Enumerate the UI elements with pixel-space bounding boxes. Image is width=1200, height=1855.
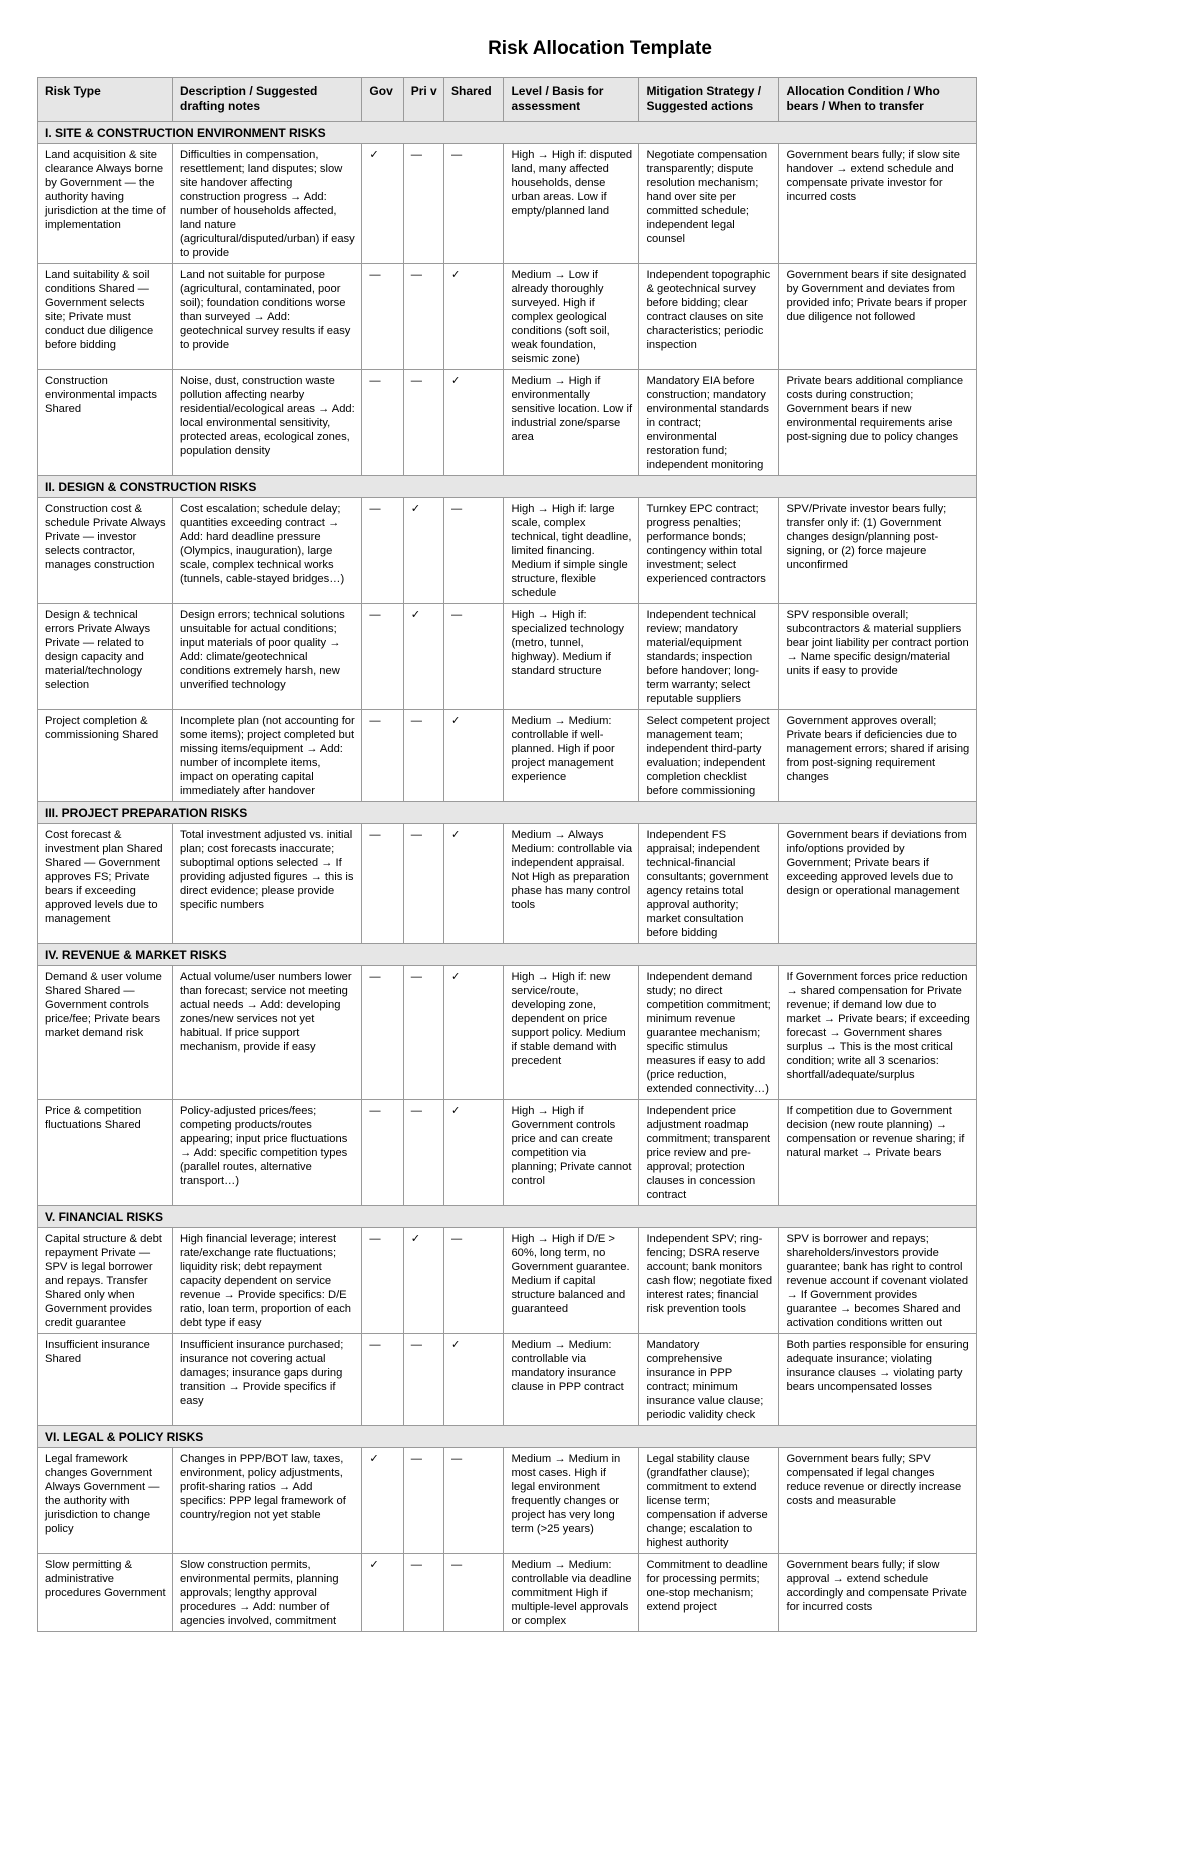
- allocation-cell: Both parties responsible for ensuring adequate insurance; violating insurance clauses → violating party bears uncompensated losses: [779, 1334, 977, 1426]
- mitigation-cell: Independent topographic & geotechnical survey before bidding; clear contract clauses on site characteristics; periodic inspection: [639, 264, 779, 370]
- description-cell: Cost escalation; schedule delay; quantities exceeding contract → Add: hard deadline pressure (Olympics, inauguration), large scale, complex technical works (tunnels, cable-stayed bridges…): [173, 498, 362, 604]
- gov-mark: —: [362, 824, 403, 944]
- risk-type-cell: Cost forecast & investment plan Shared Shared — Government approves FS; Private bears if exceeding approved levels due to management: [38, 824, 173, 944]
- allocation-cell: SPV is borrower and repays; shareholders/investors provide guarantee; bank has right to control revenue account if covenant violated → If Government provides guarantee → becomes Shared and activation conditions written out: [779, 1228, 977, 1334]
- priv-mark: —: [403, 1334, 443, 1426]
- risk-type-cell: Legal framework changes Government Always Government — the authority with jurisdiction to change policy: [38, 1448, 173, 1554]
- priv-mark: —: [403, 1100, 443, 1206]
- priv-mark: —: [403, 1448, 443, 1554]
- shared-mark: —: [444, 604, 504, 710]
- shared-mark: ✓: [444, 370, 504, 476]
- gov-mark: —: [362, 264, 403, 370]
- table-header-row: [38, 78, 977, 122]
- description-cell: Land not suitable for purpose (agricultural, contaminated, poor soil); foundation conditions worse than surveyed → Add: geotechnical survey results if easy to provide: [173, 264, 362, 370]
- section-header-row: [38, 476, 977, 498]
- mitigation-cell: Turnkey EPC contract; progress penalties; performance bonds; contingency within total investment; select experienced contractors: [639, 498, 779, 604]
- gov-mark: —: [362, 966, 403, 1100]
- risk-type-cell: Slow permitting & administrative procedures Government: [38, 1554, 173, 1632]
- priv-mark: ✓: [403, 604, 443, 710]
- level-cell: High → High if: new service/route, developing zone, dependent on price support policy. Medium if stable demand with precedent: [504, 966, 639, 1100]
- table-row: [38, 604, 977, 710]
- allocation-cell: If Government forces price reduction → shared compensation for Private revenue; if demand low due to market → Private bears; if exceeding forecast → Government shares surplus → This is the most critical condition; write all 3 scenarios: shortfall/adequate/surplus: [779, 966, 977, 1100]
- level-cell: Medium → Low if already thoroughly surveyed. High if complex geological conditions (soft soil, weak foundation, seismic zone): [504, 264, 639, 370]
- section-title: VI. LEGAL & POLICY RISKS: [38, 1426, 977, 1448]
- gov-mark: —: [362, 1228, 403, 1334]
- allocation-cell: Government bears fully; if slow site handover → extend schedule and compensate private investor for incurred costs: [779, 144, 977, 264]
- priv-mark: ✓: [403, 498, 443, 604]
- section-header-row: [38, 944, 977, 966]
- description-cell: Actual volume/user numbers lower than forecast; service not meeting actual needs → Add: developing zones/new services not yet habitual. If price support mechanism, provide if easy: [173, 966, 362, 1100]
- level-cell: High → High if Government controls price and can create competition via planning; Private cannot control: [504, 1100, 639, 1206]
- section-title: V. FINANCIAL RISKS: [38, 1206, 977, 1228]
- level-cell: High → High if D/E > 60%, long term, no Government guarantee. Medium if capital structure balanced and guaranteed: [504, 1228, 639, 1334]
- table-row: [38, 1228, 977, 1334]
- level-cell: Medium → Medium: controllable via mandatory insurance clause in PPP contract: [504, 1334, 639, 1426]
- description-cell: Difficulties in compensation, resettlement; land disputes; slow site handover affecting construction progress → Add: number of households affected, land nature (agricultural/disputed/urban) if easy to provide: [173, 144, 362, 264]
- section-title: I. SITE & CONSTRUCTION ENVIRONMENT RISKS: [38, 122, 977, 144]
- mitigation-cell: Independent price adjustment roadmap commitment; transparent price review and pre-approval; protection clauses in concession contract: [639, 1100, 779, 1206]
- risk-type-cell: Construction environmental impacts Shared: [38, 370, 173, 476]
- level-cell: Medium → Always Medium: controllable via independent appraisal. Not High as preparation phase has many control tools: [504, 824, 639, 944]
- description-cell: Insufficient insurance purchased; insurance not covering actual damages; insurance gaps during transition → Provide specifics if easy: [173, 1334, 362, 1426]
- level-cell: High → High if: specialized technology (metro, tunnel, highway). Medium if standard structure: [504, 604, 639, 710]
- gov-mark: —: [362, 370, 403, 476]
- section-header-row: [38, 1206, 977, 1228]
- table-row: [38, 1448, 977, 1554]
- priv-mark: —: [403, 370, 443, 476]
- allocation-cell: Private bears additional compliance costs during construction; Government bears if new environmental requirements arise post-signing due to policy changes: [779, 370, 977, 476]
- priv-mark: —: [403, 710, 443, 802]
- allocation-cell: Government bears fully; SPV compensated if legal changes reduce revenue or directly increase costs and measurable: [779, 1448, 977, 1554]
- table-row: [38, 498, 977, 604]
- description-cell: Noise, dust, construction waste pollution affecting nearby residential/ecological areas → Add: local environmental sensitivity, protected areas, ecological zones, population density: [173, 370, 362, 476]
- header-mitigation: Mitigation Strategy / Suggested actions: [639, 78, 779, 122]
- table-row: [38, 1334, 977, 1426]
- risk-type-cell: Design & technical errors Private Always Private — related to design capacity and material/technology selection: [38, 604, 173, 710]
- shared-mark: ✓: [444, 1334, 504, 1426]
- shared-mark: ✓: [444, 710, 504, 802]
- page-title: Risk Allocation Template: [488, 38, 712, 59]
- allocation-cell: SPV/Private investor bears fully; transfer only if: (1) Government changes design/planning post-signing, or (2) force majeure unconfirmed: [779, 498, 977, 604]
- description-cell: Slow construction permits, environmental permits, planning approvals; lengthy approval procedures → Add: number of agencies involved, commitment: [173, 1554, 362, 1632]
- risk-type-cell: Land suitability & soil conditions Shared — Government selects site; Private must conduct due diligence before bidding: [38, 264, 173, 370]
- header-priv: Pri v: [403, 78, 443, 122]
- description-cell: High financial leverage; interest rate/exchange rate fluctuations; liquidity risk; debt repayment capacity dependent on service revenue → Provide specifics: D/E ratio, loan term, proportion of each debt type if easy: [173, 1228, 362, 1334]
- risk-allocation-table: [37, 77, 977, 1632]
- risk-type-cell: Demand & user volume Shared Shared — Government controls price/fee; Private bears market demand risk: [38, 966, 173, 1100]
- section-header-row: [38, 122, 977, 144]
- allocation-cell: Government bears fully; if slow approval → extend schedule accordingly and compensate Private for incurred costs: [779, 1554, 977, 1632]
- mitigation-cell: Commitment to deadline for processing permits; one-stop mechanism; extend project: [639, 1554, 779, 1632]
- level-cell: Medium → Medium in most cases. High if legal environment frequently changes or project has very long term (>25 years): [504, 1448, 639, 1554]
- table-body: [38, 122, 977, 1632]
- mitigation-cell: Independent SPV; ring-fencing; DSRA reserve account; bank monitors cash flow; negotiate fixed interest rates; financial risk prevention tools: [639, 1228, 779, 1334]
- shared-mark: —: [444, 498, 504, 604]
- section-title: IV. REVENUE & MARKET RISKS: [38, 944, 977, 966]
- header-description: Description / Suggested drafting notes: [173, 78, 362, 122]
- table-row: [38, 264, 977, 370]
- header-risk-type: Risk Type: [38, 78, 173, 122]
- gov-mark: ✓: [362, 1554, 403, 1632]
- mitigation-cell: Legal stability clause (grandfather clause); commitment to extend license term; compensation if adverse change; escalation to highest authority: [639, 1448, 779, 1554]
- description-cell: Changes in PPP/BOT law, taxes, environment, policy adjustments, profit-sharing ratios → Add specifics: PPP legal framework of country/region not yet stable: [173, 1448, 362, 1554]
- header-shared: Shared: [444, 78, 504, 122]
- mitigation-cell: Independent FS appraisal; independent technical-financial consultants; government agency retains total approval authority; market consultation before bidding: [639, 824, 779, 944]
- risk-type-cell: Price & competition fluctuations Shared: [38, 1100, 173, 1206]
- table-row: [38, 1554, 977, 1632]
- shared-mark: ✓: [444, 1100, 504, 1206]
- risk-type-cell: Project completion & commissioning Shared: [38, 710, 173, 802]
- mitigation-cell: Independent demand study; no direct competition commitment; minimum revenue guarantee mechanism; specific stimulus measures if easy to add (price reduction, extended connectivity…): [639, 966, 779, 1100]
- priv-mark: —: [403, 144, 443, 264]
- table-row: [38, 824, 977, 944]
- table-row: [38, 710, 977, 802]
- header-gov: Gov: [362, 78, 403, 122]
- shared-mark: —: [444, 1228, 504, 1334]
- level-cell: High → High if: large scale, complex technical, tight deadline, limited financing. Medium if simple single structure, flexible schedule: [504, 498, 639, 604]
- section-header-row: [38, 802, 977, 824]
- level-cell: Medium → Medium: controllable if well-planned. High if poor project management experience: [504, 710, 639, 802]
- allocation-cell: SPV responsible overall; subcontractors & material suppliers bear joint liability per contract portion → Name specific design/material units if easy to provide: [779, 604, 977, 710]
- description-cell: Incomplete plan (not accounting for some items); project completed but missing items/equipment → Add: number of incomplete items, impact on operating capital immediately after handover: [173, 710, 362, 802]
- level-cell: High → High if: disputed land, many affected households, dense urban areas. Low if empty/planned land: [504, 144, 639, 264]
- mitigation-cell: Mandatory comprehensive insurance in PPP contract; minimum insurance value clause; periodic validity check: [639, 1334, 779, 1426]
- allocation-cell: Government bears if site designated by Government and deviates from provided info; Private bears if proper due diligence not followed: [779, 264, 977, 370]
- allocation-cell: Government bears if deviations from info/options provided by Government; Private bears if exceeding approved levels due to design or operational management: [779, 824, 977, 944]
- allocation-cell: Government approves overall; Private bears if deficiencies due to management errors; shared if arising from post-signing requirement changes: [779, 710, 977, 802]
- priv-mark: —: [403, 824, 443, 944]
- description-cell: Total investment adjusted vs. initial plan; cost forecasts inaccurate; suboptimal options selected → If providing adjusted figures → this is direct evidence; please provide specific numbers: [173, 824, 362, 944]
- level-cell: Medium → Medium: controllable via deadline commitment High if multiple-level approvals or complex: [504, 1554, 639, 1632]
- risk-type-cell: Insufficient insurance Shared: [38, 1334, 173, 1426]
- header-level: Level / Basis for assessment: [504, 78, 639, 122]
- risk-type-cell: Land acquisition & site clearance Always borne by Government — the authority having jurisdiction at the time of implementation: [38, 144, 173, 264]
- shared-mark: —: [444, 144, 504, 264]
- allocation-cell: If competition due to Government decision (new route planning) → compensation or revenue sharing; if natural market → Private bears: [779, 1100, 977, 1206]
- priv-mark: —: [403, 264, 443, 370]
- description-cell: Design errors; technical solutions unsuitable for actual conditions; input materials of poor quality → Add: climate/geotechnical conditions extremely harsh, new unverified technology: [173, 604, 362, 710]
- description-cell: Policy-adjusted prices/fees; competing products/routes appearing; input price fluctuations → Add: specific competition types (parallel routes, alternative transport…): [173, 1100, 362, 1206]
- gov-mark: —: [362, 1100, 403, 1206]
- level-cell: Medium → High if environmentally sensitive location. Low if industrial zone/sparse area: [504, 370, 639, 476]
- mitigation-cell: Select competent project management team; independent third-party evaluation; independent completion checklist before commissioning: [639, 710, 779, 802]
- gov-mark: —: [362, 604, 403, 710]
- shared-mark: ✓: [444, 966, 504, 1100]
- priv-mark: ✓: [403, 1228, 443, 1334]
- shared-mark: ✓: [444, 824, 504, 944]
- mitigation-cell: Independent technical review; mandatory material/equipment standards; inspection before handover; long-term warranty; select reputable suppliers: [639, 604, 779, 710]
- table-row: [38, 144, 977, 264]
- table-row: [38, 966, 977, 1100]
- shared-mark: ✓: [444, 264, 504, 370]
- priv-mark: —: [403, 966, 443, 1100]
- gov-mark: ✓: [362, 1448, 403, 1554]
- risk-type-cell: Construction cost & schedule Private Always Private — investor selects contractor, manages construction: [38, 498, 173, 604]
- shared-mark: —: [444, 1448, 504, 1554]
- section-header-row: [38, 1426, 977, 1448]
- section-title: II. DESIGN & CONSTRUCTION RISKS: [38, 476, 977, 498]
- table-row: [38, 1100, 977, 1206]
- shared-mark: —: [444, 1554, 504, 1632]
- gov-mark: ✓: [362, 144, 403, 264]
- gov-mark: —: [362, 1334, 403, 1426]
- gov-mark: —: [362, 710, 403, 802]
- header-allocation: Allocation Condition / Who bears / When to transfer: [779, 78, 977, 122]
- table-row: [38, 370, 977, 476]
- section-title: III. PROJECT PREPARATION RISKS: [38, 802, 977, 824]
- mitigation-cell: Mandatory EIA before construction; mandatory environmental standards in contract; environmental restoration fund; independent monitoring: [639, 370, 779, 476]
- risk-type-cell: Capital structure & debt repayment Private — SPV is legal borrower and repays. Transfer Shared only when Government provides credit guarantee: [38, 1228, 173, 1334]
- gov-mark: —: [362, 498, 403, 604]
- mitigation-cell: Negotiate compensation transparently; dispute resolution mechanism; hand over site per committed schedule; independent legal counsel: [639, 144, 779, 264]
- priv-mark: —: [403, 1554, 443, 1632]
